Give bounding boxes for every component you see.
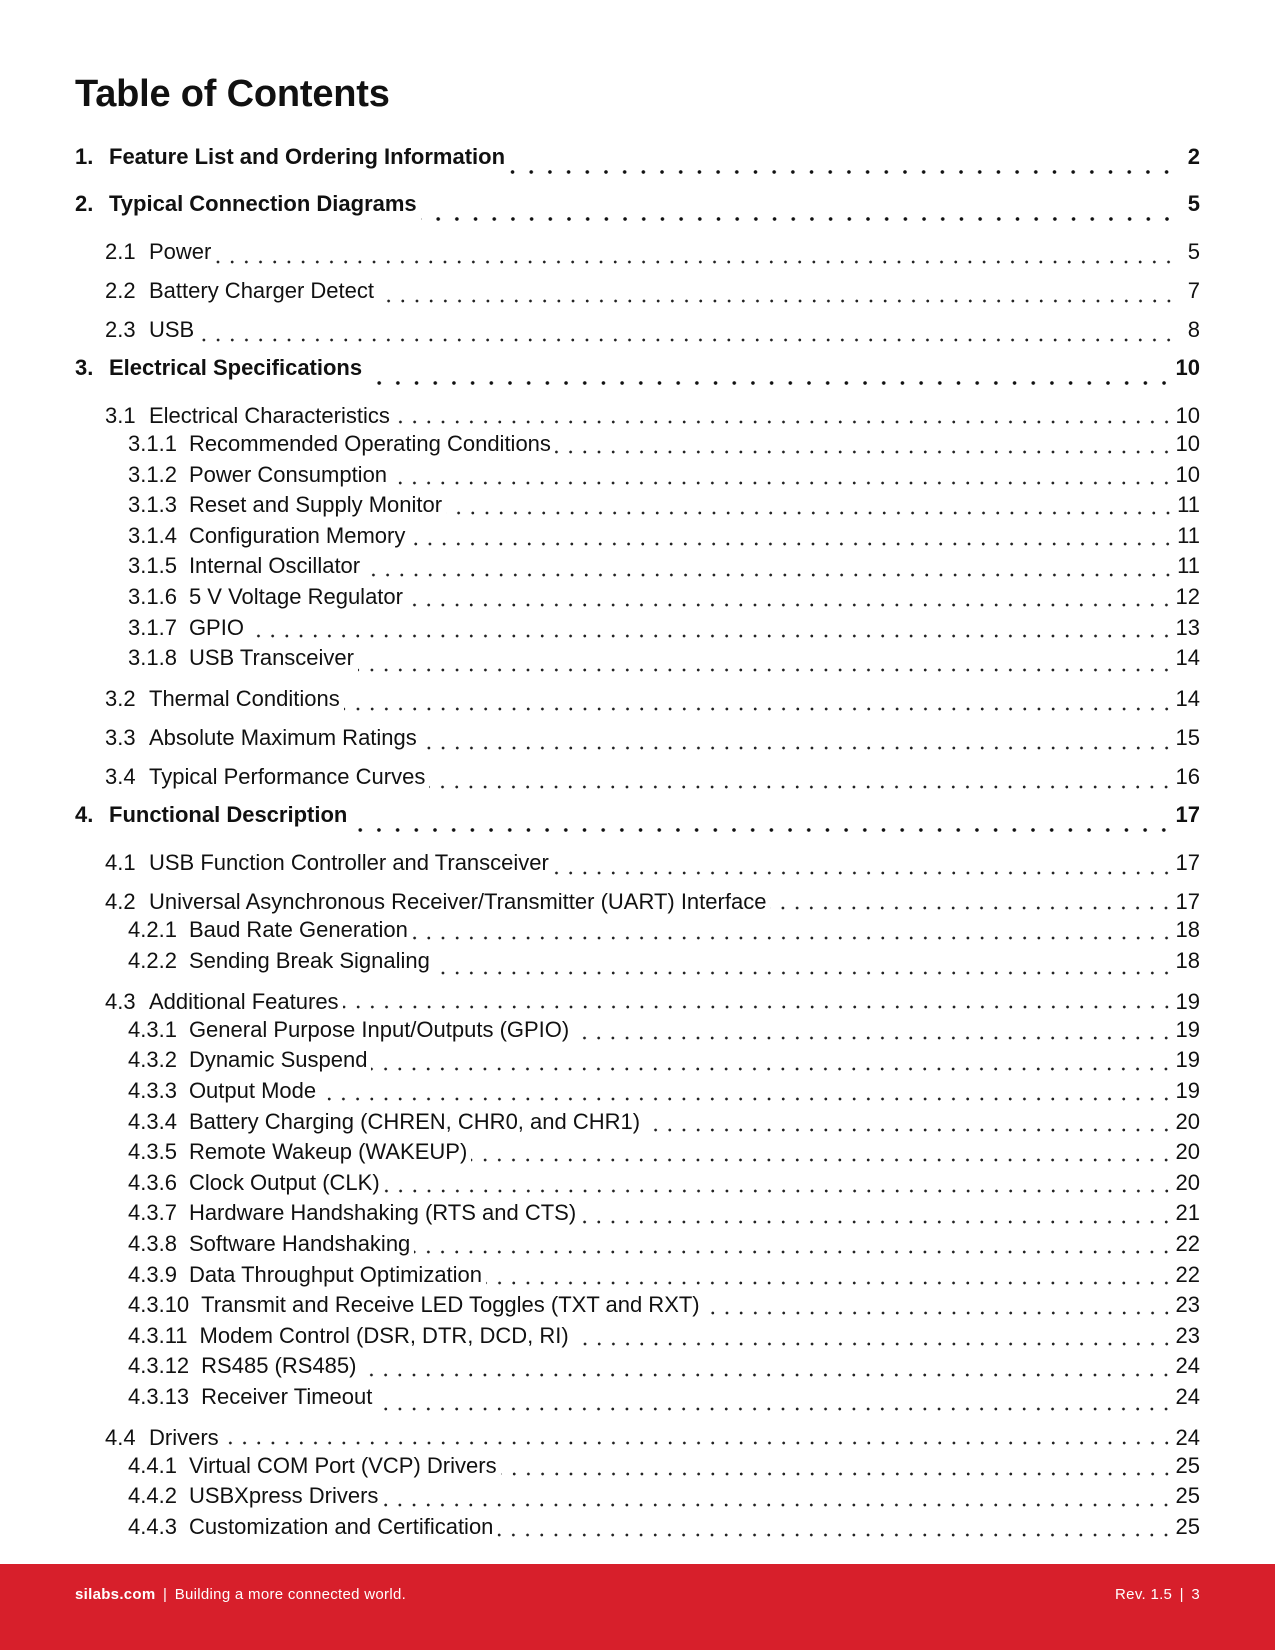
toc-dot-leader [351, 825, 1173, 833]
toc-dot-leader [371, 1064, 1173, 1072]
toc-entry-page: 11 [1177, 522, 1200, 548]
toc-entry-number: 4.3.5 [128, 1139, 177, 1165]
toc-entry-page: 14 [1175, 686, 1200, 712]
toc-dot-leader [770, 903, 1173, 911]
toc-entry-label: Power Consumption [188, 461, 388, 487]
toc-entry-page: 2 [1187, 144, 1200, 169]
footer-left [75, 1586, 406, 1603]
toc-dot-leader [343, 1002, 1174, 1010]
toc-entry-level-3[interactable] [75, 582, 1200, 613]
toc-entry-page: 12 [1175, 583, 1200, 609]
toc-entry-page: 22 [1175, 1230, 1200, 1256]
toc-entry-page: 18 [1175, 947, 1200, 973]
toc-dot-leader [573, 1339, 1174, 1347]
toc-entry-page: 14 [1175, 645, 1200, 671]
toc-dot-leader [501, 1469, 1174, 1477]
toc-entry-level-1[interactable] [75, 187, 1200, 234]
toc-dot-leader [378, 296, 1176, 304]
toc-entry-label: Absolute Maximum Ratings [149, 725, 417, 751]
toc-entry-number: 1. [75, 144, 94, 169]
toc-dot-leader [215, 257, 1176, 265]
toc-entry-label: Battery Charging (CHREN, CHR0, and CHR1) [188, 1108, 641, 1134]
toc-entry-page: 17 [1175, 889, 1200, 915]
toc-entry-label: Baud Rate Generation [188, 917, 408, 943]
toc-entry-level-3[interactable] [75, 1015, 1200, 1046]
toc-entry-level-3[interactable] [75, 643, 1200, 681]
toc-dot-leader [248, 631, 1174, 639]
toc-dot-leader [704, 1308, 1174, 1316]
toc-dot-leader [446, 508, 1175, 516]
toc-entry-level-3[interactable] [75, 1168, 1200, 1199]
toc-entry-level-2[interactable] [75, 984, 1200, 1015]
toc-entry-number: 3.1.3 [128, 492, 177, 518]
toc-entry-number: 3.1 [105, 403, 136, 428]
toc-entry-page: 23 [1175, 1322, 1200, 1348]
toc-entry-level-3[interactable] [75, 1512, 1200, 1543]
toc-entry-number: 4.3.13 [128, 1383, 190, 1409]
page-title: Table of Contents [75, 73, 390, 115]
toc-entry-number: 4.4.1 [128, 1452, 177, 1478]
toc-entry-level-3[interactable] [75, 429, 1200, 460]
toc-dot-leader [644, 1125, 1173, 1133]
toc-dot-leader [223, 1438, 1174, 1446]
toc-entry-page: 19 [1175, 1016, 1200, 1042]
toc-entry-number: 4.4.2 [128, 1483, 177, 1509]
toc-dot-leader [391, 478, 1173, 486]
toc-entry-label: USB Function Controller and Transceiver [149, 850, 549, 876]
toc-entry-level-3[interactable] [75, 460, 1200, 491]
toc-entry-number: 4.2.1 [128, 917, 177, 943]
toc-dot-leader [384, 1186, 1174, 1194]
toc-entry-page: 5 [1187, 191, 1200, 216]
toc-entry-number: 3.1.5 [128, 553, 177, 579]
toc-entry-level-2[interactable] [75, 234, 1200, 273]
footer-tagline: Building a more connected world. [174, 1586, 407, 1603]
toc-entry-label: GPIO [188, 614, 244, 640]
toc-entry-number: 4.2 [105, 889, 136, 915]
toc-entry-number: 3.4 [105, 764, 136, 790]
toc-entry-number: 4.3.12 [128, 1353, 190, 1379]
toc-entry-page: 19 [1175, 988, 1200, 1014]
toc-entry-label: RS485 (RS485) [201, 1353, 357, 1379]
toc-entry-label: Sending Break Signaling [188, 947, 430, 973]
toc-entry-number: 3.1.4 [128, 522, 177, 548]
toc-entry-label: Feature List and Ordering Information [109, 144, 506, 169]
toc-entry-level-2[interactable] [75, 681, 1200, 720]
toc-entry-level-1[interactable] [75, 351, 1200, 398]
toc-entry-label: Virtual COM Port (VCP) Drivers [188, 1452, 497, 1478]
toc-dot-leader [555, 447, 1174, 455]
toc-entry-number: 3.1.1 [128, 431, 177, 456]
toc-entry-number: 3.1.8 [128, 645, 177, 671]
toc-dot-leader [429, 782, 1173, 790]
toc-entry-label: Thermal Conditions [149, 686, 340, 712]
toc-entry-number: 4.3.6 [128, 1169, 177, 1195]
toc-entry-page: 20 [1175, 1108, 1200, 1134]
toc-entry-label: Internal Oscillator [188, 553, 361, 579]
toc-entry-page: 20 [1175, 1139, 1200, 1165]
toc-entry-label: Hardware Handshaking (RTS and CTS) [188, 1200, 577, 1226]
toc-entry-label: Additional Features [149, 988, 339, 1014]
toc-entry-label: Transmit and Receive LED Toggles (TXT and RXT) [201, 1292, 700, 1318]
toc-entry-label: Dynamic Suspend [188, 1047, 368, 1073]
toc-dot-leader [580, 1217, 1173, 1225]
toc-entry-level-1[interactable] [75, 140, 1200, 187]
toc-dot-leader [344, 704, 1174, 712]
toc-entry-number: 4.3.2 [128, 1047, 177, 1073]
toc-entry-page: 5 [1187, 239, 1200, 264]
toc-entry-page: 10 [1175, 431, 1200, 456]
toc-entry-level-3[interactable] [75, 521, 1200, 552]
toc-dot-leader [412, 933, 1174, 941]
toc-entry-label: Typical Connection Diagrams [109, 191, 417, 216]
toc-entry-level-3[interactable] [75, 490, 1200, 521]
toc-entry-page: 21 [1175, 1200, 1200, 1226]
toc-entry-page: 10 [1175, 355, 1200, 380]
footer-separator: | [1179, 1586, 1184, 1603]
toc-entry-level-2[interactable] [75, 398, 1200, 429]
toc-entry-label: Drivers [149, 1424, 219, 1450]
toc-entry-number: 4.4.3 [128, 1514, 177, 1540]
toc-entry-label: Battery Charger Detect [149, 278, 374, 303]
toc-entry-page: 8 [1187, 317, 1200, 342]
toc-entry-level-3[interactable] [75, 1451, 1200, 1482]
toc-dot-leader [421, 214, 1176, 222]
toc-entry-number: 4.3.4 [128, 1108, 177, 1134]
toc-dot-leader [509, 167, 1176, 175]
footer-site-link[interactable]: silabs.com [75, 1586, 156, 1603]
toc-entry-label: Functional Description [109, 802, 348, 828]
toc-dot-leader [421, 743, 1174, 751]
toc-dot-leader [358, 665, 1174, 673]
toc-entry-label: Recommended Operating Conditions [188, 431, 551, 456]
toc-entry-level-3[interactable] [75, 613, 1200, 644]
toc-entry-page: 17 [1175, 802, 1200, 828]
toc-entry-page: 25 [1175, 1514, 1200, 1540]
toc-dot-leader [434, 968, 1174, 976]
toc-entry-level-1[interactable] [75, 798, 1200, 845]
toc-entry-level-2[interactable] [75, 845, 1200, 884]
toc-entry-label: Remote Wakeup (WAKEUP) [188, 1139, 468, 1165]
toc-entry-level-3[interactable] [75, 1351, 1200, 1382]
toc-entry-label: USB [149, 317, 195, 342]
toc-entry-number: 4.1 [105, 850, 136, 876]
toc-entry-page: 11 [1177, 492, 1200, 518]
toc-entry-level-2[interactable] [75, 884, 1200, 915]
toc-entry-number: 3.1.6 [128, 583, 177, 609]
toc-entry-page: 23 [1175, 1292, 1200, 1318]
toc-entry-number: 4.3 [105, 988, 136, 1014]
toc-entry-number: 3.2 [105, 686, 136, 712]
toc-entry-level-2[interactable] [75, 312, 1200, 351]
toc-entry-page: 25 [1175, 1483, 1200, 1509]
toc-entry-level-3[interactable] [75, 1137, 1200, 1168]
toc-entry-number: 4.3.10 [128, 1292, 190, 1318]
toc-entry-label: Clock Output (CLK) [188, 1169, 380, 1195]
toc-entry-level-2[interactable] [75, 759, 1200, 798]
toc-entry-level-3[interactable] [75, 1481, 1200, 1512]
page-footer [0, 1564, 1275, 1650]
toc-dot-leader [382, 1500, 1173, 1508]
toc-entry-page: 10 [1175, 403, 1200, 428]
toc-entry-level-3[interactable] [75, 1260, 1200, 1291]
toc-entry-page: 20 [1175, 1169, 1200, 1195]
toc-dot-leader [573, 1033, 1173, 1041]
toc-dot-leader [198, 335, 1176, 343]
toc-entry-label: Output Mode [188, 1077, 317, 1103]
toc-dot-leader [497, 1530, 1173, 1538]
toc-entry-level-3[interactable] [75, 1107, 1200, 1138]
toc-entry-label: USBXpress Drivers [188, 1483, 379, 1509]
toc-entry-page: 7 [1187, 278, 1200, 303]
toc-entry-level-3[interactable] [75, 1045, 1200, 1076]
toc-entry-number: 4.2.2 [128, 947, 177, 973]
toc-entry-page: 24 [1175, 1353, 1200, 1379]
toc-entry-number: 4.3.8 [128, 1230, 177, 1256]
toc-entry-label: Modem Control (DSR, DTR, DCD, RI) [199, 1322, 569, 1348]
toc-entry-label: USB Transceiver [188, 645, 354, 671]
toc-entry-level-3[interactable] [75, 1198, 1200, 1229]
toc-dot-leader [394, 417, 1174, 425]
toc-entry-page: 22 [1175, 1261, 1200, 1287]
toc-entry-number: 4.3.9 [128, 1261, 177, 1287]
toc-entry-page: 24 [1175, 1424, 1200, 1450]
toc-entry-number: 2.2 [105, 278, 136, 303]
toc-entry-label: Universal Asynchronous Receiver/Transmitter (UART) Interface [149, 889, 767, 915]
toc-entry-level-2[interactable] [75, 273, 1200, 312]
table-of-contents [75, 140, 1200, 1543]
toc-entry-level-3[interactable] [75, 946, 1200, 984]
toc-entry-label: Data Throughput Optimization [188, 1261, 483, 1287]
toc-entry-label: 5 V Voltage Regulator [188, 583, 403, 609]
toc-entry-page: 13 [1175, 614, 1200, 640]
toc-dot-leader [364, 570, 1175, 578]
toc-entry-page: 24 [1175, 1383, 1200, 1409]
toc-entry-page: 17 [1175, 850, 1200, 876]
toc-entry-level-3[interactable] [75, 1382, 1200, 1420]
toc-entry-number: 3.1.2 [128, 461, 177, 487]
toc-entry-label: Power [149, 239, 212, 264]
footer-separator: | [163, 1586, 168, 1603]
toc-entry-page: 18 [1175, 917, 1200, 943]
toc-entry-number: 4.3.1 [128, 1016, 177, 1042]
toc-dot-leader [376, 1404, 1173, 1412]
toc-entry-level-3[interactable] [75, 551, 1200, 582]
toc-entry-number: 4. [75, 802, 94, 828]
toc-entry-number: 4.3.7 [128, 1200, 177, 1226]
toc-entry-number: 2. [75, 191, 94, 216]
toc-entry-label: Receiver Timeout [201, 1383, 373, 1409]
toc-entry-page: 15 [1175, 725, 1200, 751]
toc-entry-level-3[interactable] [75, 1321, 1200, 1352]
toc-dot-leader [414, 1247, 1173, 1255]
toc-entry-number: 4.4 [105, 1424, 136, 1450]
toc-entry-page: 19 [1175, 1047, 1200, 1073]
toc-dot-leader [366, 378, 1173, 386]
toc-entry-number: 3.3 [105, 725, 136, 751]
toc-dot-leader [471, 1155, 1173, 1163]
toc-entry-label: Electrical Specifications [109, 355, 363, 380]
toc-dot-leader [409, 539, 1175, 547]
toc-entry-page: 16 [1175, 764, 1200, 790]
toc-entry-page: 11 [1177, 553, 1200, 579]
toc-entry-page: 19 [1175, 1077, 1200, 1103]
toc-entry-level-3[interactable] [75, 1229, 1200, 1260]
footer-revision: Rev. 1.5 [1115, 1586, 1173, 1603]
toc-entry-number: 2.3 [105, 317, 136, 342]
toc-entry-level-3[interactable] [75, 1076, 1200, 1107]
toc-entry-label: Reset and Supply Monitor [188, 492, 443, 518]
toc-dot-leader [320, 1094, 1173, 1102]
toc-entry-number: 3. [75, 355, 94, 380]
toc-entry-label: Software Handshaking [188, 1230, 411, 1256]
toc-entry-level-2[interactable] [75, 1420, 1200, 1451]
toc-entry-page: 10 [1175, 461, 1200, 487]
toc-entry-level-3[interactable] [75, 1290, 1200, 1321]
toc-dot-leader [360, 1370, 1173, 1378]
toc-entry-number: 4.3.3 [128, 1077, 177, 1103]
toc-entry-label: Customization and Certification [188, 1514, 494, 1540]
toc-entry-page: 25 [1175, 1452, 1200, 1478]
footer-page-number: 3 [1191, 1586, 1200, 1603]
toc-entry-label: General Purpose Input/Outputs (GPIO) [188, 1016, 570, 1042]
toc-dot-leader [553, 868, 1174, 876]
toc-entry-number: 2.1 [105, 239, 136, 264]
toc-entry-label: Configuration Memory [188, 522, 406, 548]
footer-right [1115, 1586, 1200, 1603]
toc-entry-label: Electrical Characteristics [149, 403, 390, 428]
toc-dot-leader [407, 600, 1174, 608]
toc-entry-level-2[interactable] [75, 720, 1200, 759]
toc-entry-number: 3.1.7 [128, 614, 177, 640]
toc-dot-leader [486, 1278, 1173, 1286]
toc-entry-number: 4.3.11 [128, 1322, 188, 1348]
toc-entry-label: Typical Performance Curves [149, 764, 426, 790]
